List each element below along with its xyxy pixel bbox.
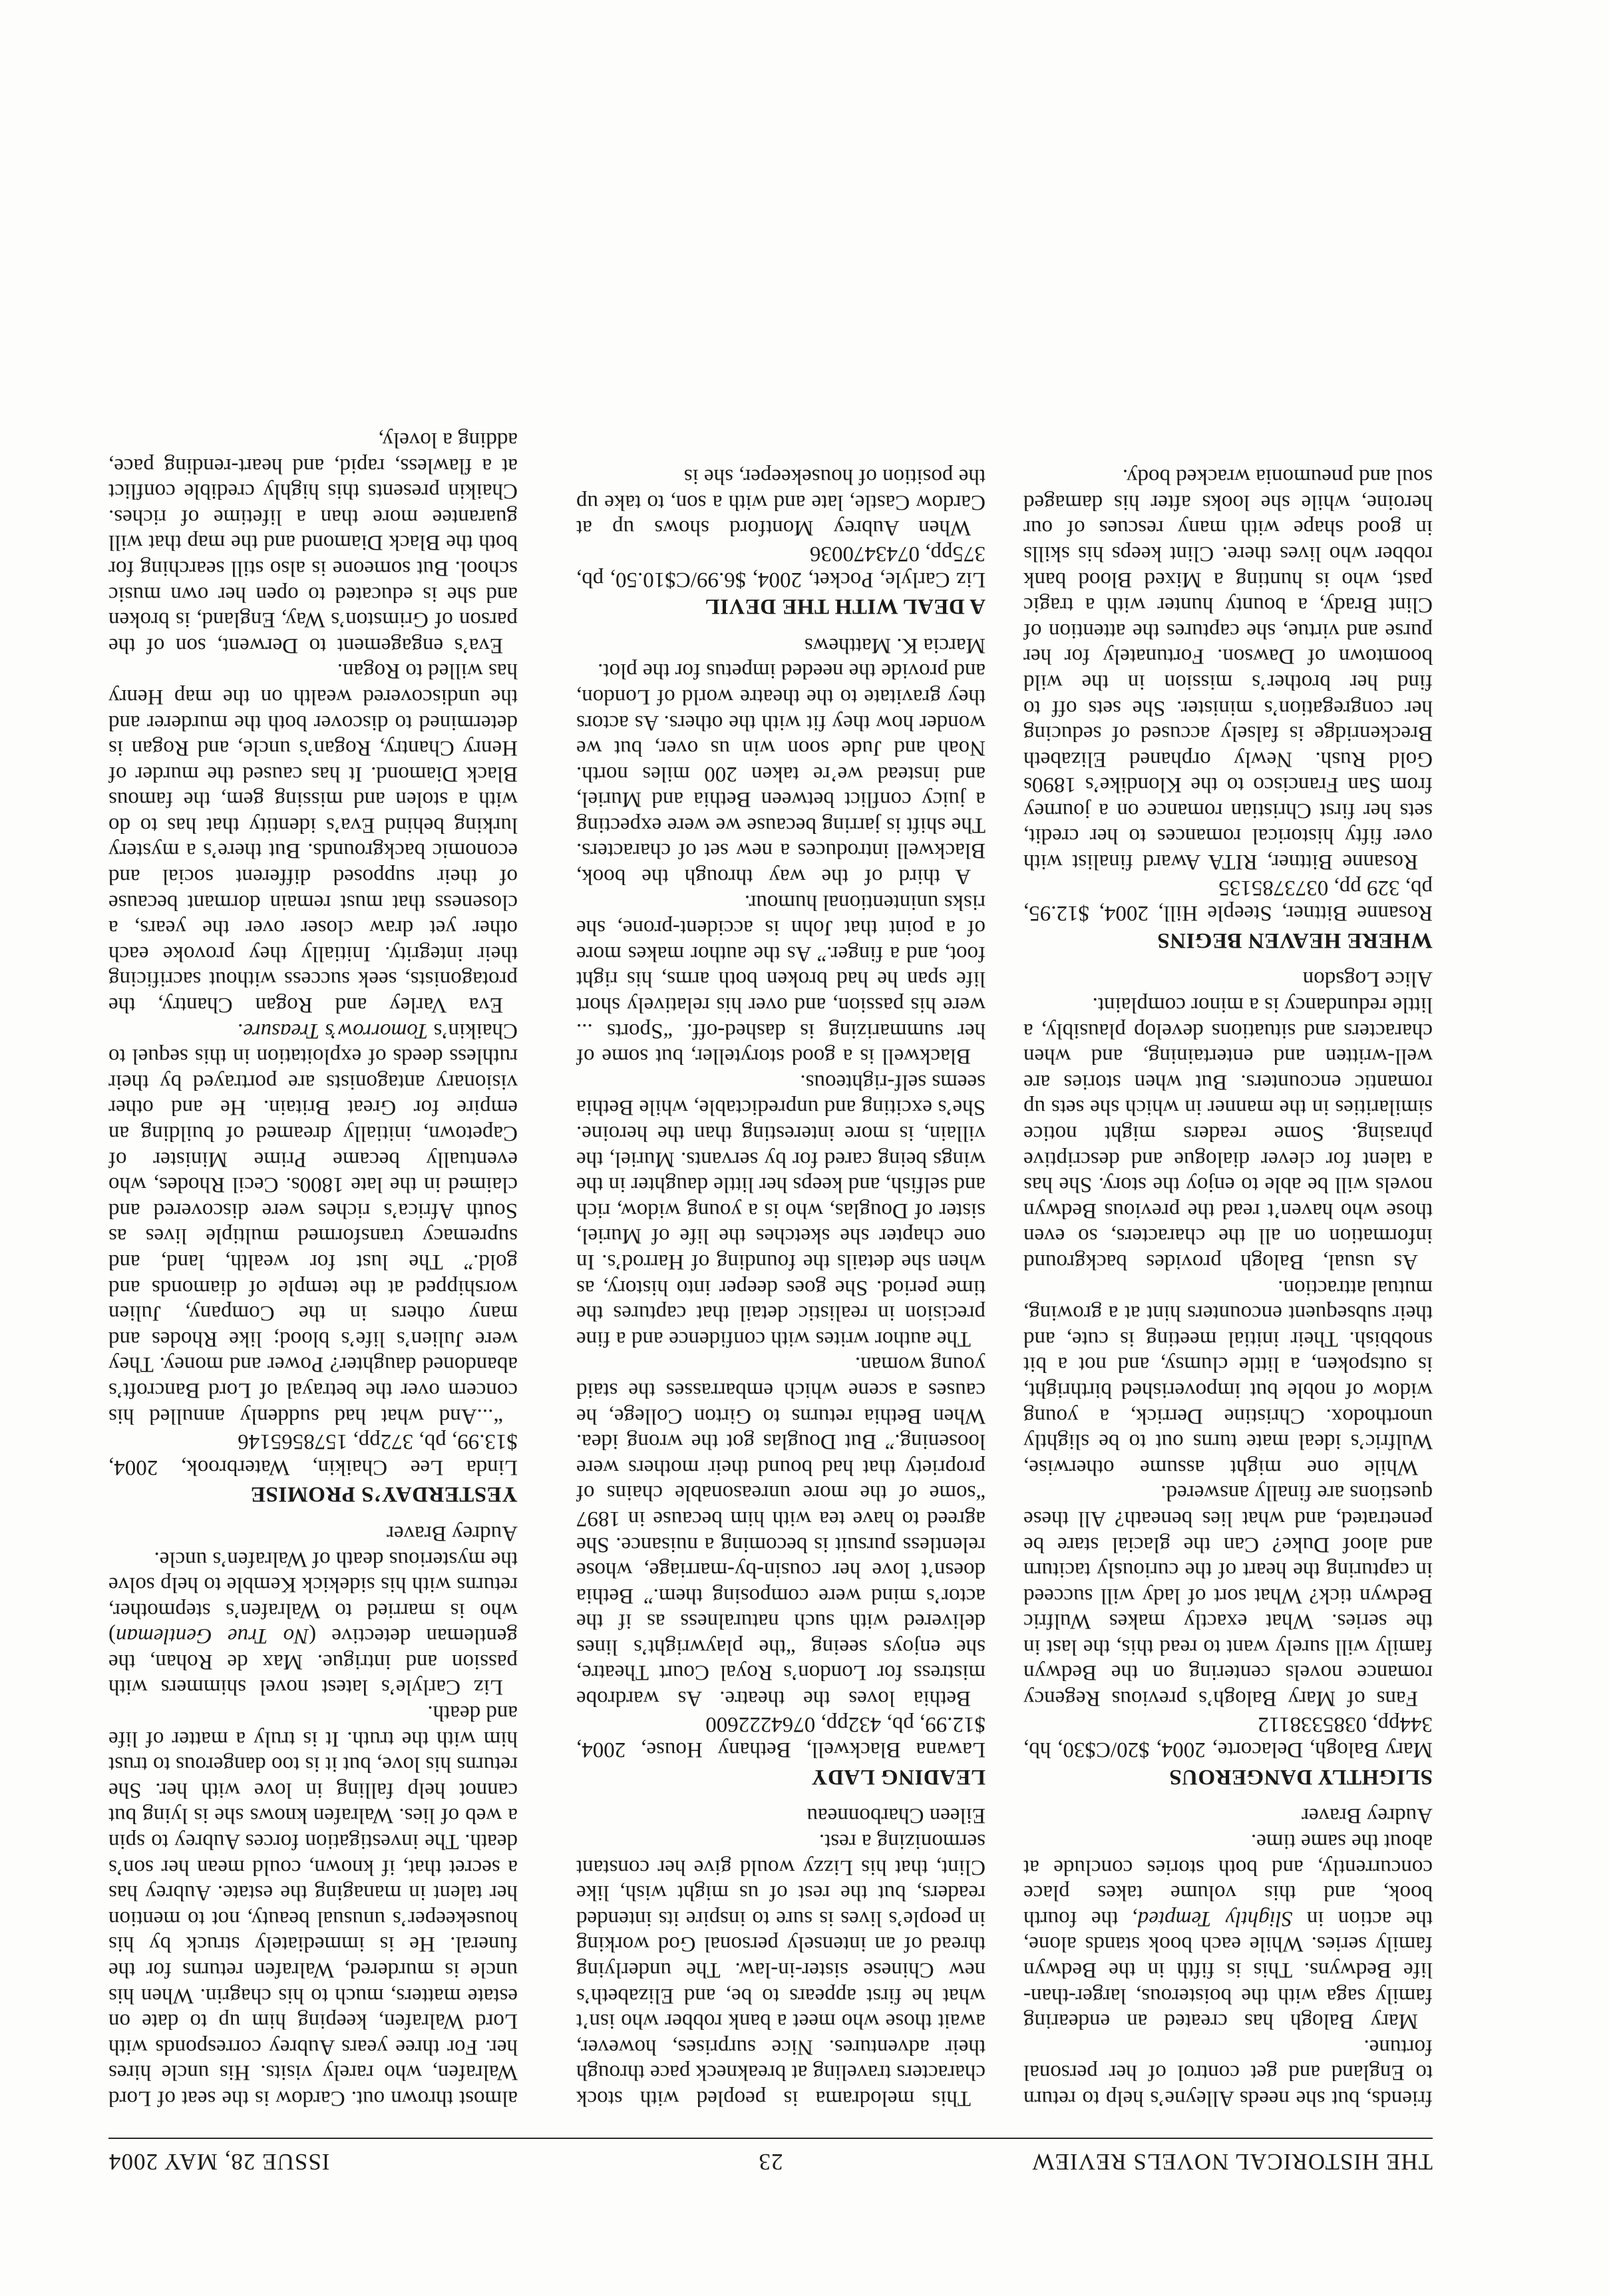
journal-title: THE HISTORICAL NOVELS REVIEW (1031, 2149, 1433, 2175)
bibliographic-info: Mary Balogh, Delacorte, 2004, $20/C$30, hb, 344pp, 0385338112 (1023, 1712, 1433, 1762)
review-heading: A DEAL WITH THE DEVIL (705, 594, 985, 619)
review-heading: YESTERDAY’S PROMISE (250, 1482, 518, 1507)
paragraph: When Aubrey Montford shows up at Cardow Castle, late and with a son, to take up the position of housekeeper, she is (576, 465, 985, 540)
paragraph: almost thrown out. Cardow is the seat of Lord Walrafen, who rarely visits. His uncle hires her. For three years Aubrey corresponds with Lord Walrafen, keeping him up to date on estate matters, much to his chagrin. When his uncle is murdered, Walrafen returns for the funeral. He is immediately struck by his housekeeper’s unusual beauty, not to mention her talent in managing the estate. Aubrey has a secret that, if known, could mean her son’s death. The investigation forces Aubrey to spin a web of lies. Walrafen knows she is lying but cannot help falling in love with her. She returns his love, but it is too dangerous to trust him with the truth. It is truly a matter of life and death. (108, 1701, 518, 2110)
paragraph: This melodrama is peopled with stock characters traveling at breakneck pace through their adventures. Nice surprises, however, await those who meet a bank robber who isn’t what he first appears to be, and Elizabeth’s new Chinese sister-in-law. The underlying thread of an intensely personal God working in people’s lives is sure to inspire its intended readers, but the rest of us might wish, like Clint, that his Lizzy would give her constant sermonizing a rest. (576, 1829, 985, 2110)
running-head (108, 2135, 1433, 2175)
reviewer-name: Eileen Charbonneau (806, 1804, 985, 1828)
reviewer-name: Audrey Braver (386, 1521, 518, 1545)
bibliographic-info: Lawana Blackwell, Bethany House, 2004, $12.99, pb, 432pp, 0764222600 (576, 1712, 985, 1762)
book-title: No True Gentleman (115, 1624, 309, 1648)
paragraph: Liz Carlyle’s latest novel shimmers with passion and intrigue. Max de Rohan, the gentleman detective (No True Gentleman) who is married to Walrafen’s stepmother, returns with his sidekick Kemble to help solve the mysterious death of Walrafen’s uncle. (108, 1547, 518, 1700)
issue-label: ISSUE 28, MAY 2004 (108, 2149, 330, 2175)
book-title: Tomorrow’s Treasure (243, 1018, 429, 1043)
paragraph: Eva Varley and Rogan Chantry, the protagonists, seek success without sacrificing their integrity. Initially they provoke each other yet draw closer over the years, a closeness that must remain dormant because of their supposed different social and economic backgrounds. But there’s a mystery lurking behind Eva’s identity that has to do with a stolen and missing gem, the famous Black Diamond. It has caused the murder of Henry Chantry, Rogan’s uncle, and Rogan is determined to discover both the murderer and the undiscovered wealth on the map Henry has willed to Rogan. (108, 659, 518, 1018)
paragraph: Fans of Mary Balogh’s previous Regency romance novels centering on the Bedwyn family will surely want to read this, the last in the series. What exactly makes Wulfric Bedwyn tick? What sort of lady will succeed in capturing the heart of the curiously taciturn and aloof Duke? Can the glacial stare be penetrated, and what lies beneath? All these questions are finally answered. (1023, 1481, 1433, 1711)
paragraph: Blackwell is a good storyteller, but some of her summarizing is dashed-off. “Sports ... were his passion, and over his relatively short life span he had broken both arms, his right foot, and a finger.” As the author makes more of a point that John is accident-prone, she risks unintentional humour. (576, 890, 985, 1069)
paragraph: Rosanne Bittner, RITA Award finalist with over fifty historical romances to her credit, sets her first Christian romance on a journey from San Francisco to the Klondike’s 1890s Gold Rush. Newly orphaned Elizabeth Breckenridge is falsely accused of seducing her congregation’s minister. She sets off to find her brother’s mission in the wild boomtown of Dawson. Fortunately for her purse and virtue, she captures the attention of Clint Brady, a bounty hunter with a tragic past, who is hunting a Mixed Blood bank robber who lives there. Clint keeps his skills in good shape with many rescues of our heroine, while she looks after his damaged soul and pneumonia wracked body. (1023, 465, 1433, 874)
paragraph: Mary Balogh has created an endearing family saga with the boisterous, larger-than-life Bedwyns. This is fifth in the Bedwyn family series. While each book stands alone, the action in Slightly Tempted, the fourth book, and this volume takes place concurrently, and both stories conclude at about the same time. (1023, 1829, 1433, 2034)
bibliographic-info: Rosanne Bittner, Steeple Hill, 2004, $12.95, pb, 329 pp, 0373785135 (1023, 875, 1433, 926)
reviewer-name: Audrey Braver (1301, 1804, 1433, 1828)
paragraph: “...And what had suddenly annulled his concern over the betrayal of Lord Bancroft’s abandoned daughter? Power and money. They were Julien’s life’s blood; like Rhodes and many others in the Company, Julien worshipped at the temple of diamonds and gold.” The lust for wealth, land, and supremacy transformed multiple lives as South Africa’s riches were discovered and claimed in the late 1800s. Cecil Rhodes, who eventually became Prime Minister of Capetown, initially dreamed of building an empire for Great Britain. He and other visionary antagonists are portrayed by their ruthless deeds of exploitation in this sequel to Chaikin’s Tomorrow’s Treasure. (108, 1018, 518, 1428)
bibliographic-info: Linda Lee Chaikin, Waterbrook, 2004, $13.99, pb, 372pp, 1578565146 (108, 1430, 518, 1479)
review-heading: WHERE HEAVEN BEGINS (1157, 928, 1433, 952)
reviewer-name: Marcia K. Matthews (804, 633, 985, 658)
column-2 (576, 464, 985, 2111)
review-heading: SLIGHTLY DANGEROUS (1168, 1764, 1433, 1789)
paragraph: Bethia loves the theatre. As wardrobe mistress for London’s Royal Court Theatre, she enjoys seeing “the playwright’s lines delivered with such naturalness as if the actor’s mind were composing them.” Bethia doesn’t love her cousin-by-marriage, whose relentless pursuit is becoming a nuisance. She agreed to have tea with him because in 1897 “some of the more unreasonable chains of propriety that had bound their mothers were loosening.” But Douglas got the wrong idea. When Bethia returns to Girton College, he causes a scene which embarrasses the staid young woman. (576, 1352, 985, 1711)
header-rule (108, 2138, 1433, 2139)
paragraph: A third of the way through the book, Blackwell introduces a new set of characters. The shift is jarring because we were expecting a juicy conflict between Bethia and Muriel, and instead we’re taken 200 miles north. Noah and Jude soon win us over, but we wonder how they fit with the others. As actors they gravitate to the theatre world of London, and provide the needed impetus for the plot. (576, 659, 985, 889)
column-1 (1023, 464, 1433, 2111)
bibliographic-info: Liz Carlyle, Pocket, 2004, $6.99/C$10.50, pb, 375pp, 0743470036 (576, 541, 985, 592)
paragraph: Eva’s engagement to Derwent, son of the parson of Grimston’s Way, England, is broken and she is educated to open her own music school. But someone is also still searching for both the Black Diamond and the map that will guarantee more than a lifetime of riches. Chaikin presents this highly credible conflict at a flawless, rapid, and heart-rending pace, adding a lovely, (108, 428, 518, 658)
paragraph: The author writes with confidence and a fine precision in realistic detail that captures the time period. She goes deeper into history, as when she details the founding of Harrod’s. In one chapter she sketches the life of Muriel, sister of Douglas, who is a young widow, rich and selfish, and keeps her little daughter in the wings being cared for by servants. Muriel, the villain, is more interesting than the heroine. She’s exciting and unpredictable, while Bethia seems self-righteous. (576, 1069, 985, 1351)
review-heading: LEADING LADY (811, 1764, 985, 1789)
book-title: Slightly Tempted (1137, 1906, 1293, 1931)
paragraph: While one might assume otherwise, Wulfric’s ideal mate turns out to be slightly unorthodox. Christine Derrick, a young widow of noble but impoverished birthright, is outspoken, a little clumsy, and not a bit snobbish. Their initial meeting is cute, and their subsequent encounters hint at a growing, mutual attraction. (1023, 1275, 1433, 1479)
page-number: 23 (758, 2149, 783, 2175)
column-3 (108, 427, 518, 2111)
paragraph: friends, but she needs Alleyne’s help to return to England and get control of her personal fortune. (1023, 2034, 1433, 2110)
reviewer-name: Alice Logsdon (1302, 967, 1433, 992)
paragraph: As usual, Balogh provides background information on all the characters, so even those who haven’t read the previous Bedwyn novels will be able to enjoy the story. She has a talent for clever dialogue and descriptive phrasing. Some readers might notice similarities in the manner in which she sets up romantic encounters. But when stories are well-written and entertaining, and when characters and situations develop plausibly, a little redundancy is a minor complaint. (1023, 993, 1433, 1274)
